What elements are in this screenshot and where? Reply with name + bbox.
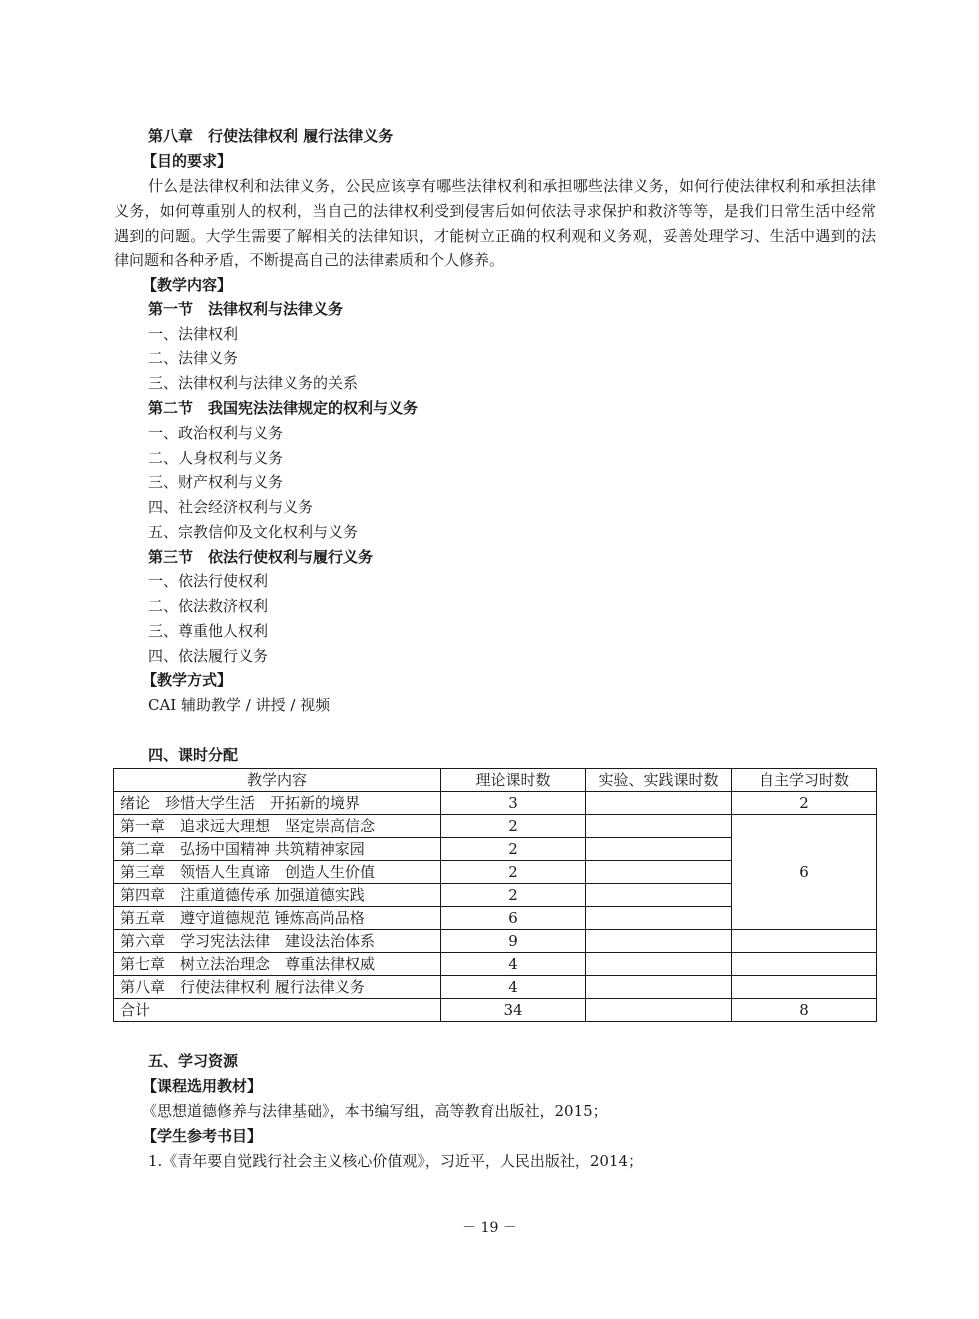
table-row [114,815,877,838]
row-content: 第五章 遵守道德规范 锤炼高尚品格 [114,907,441,930]
section-2-item: 二、人身权利与义务 [148,449,284,467]
objective-paragraph: 什么是法律权利和法律义务，公民应该享有哪些法律权利和承担哪些法律义务，如何行使法律权利和承担法律义务，如何尊重别人的权利，当自己的法律权利受到侵害后如何依法寻求保护和救济等等，是我们日常生活中经常遇到的问题。大学生需要了解相关的法律知识，才能树立正确的权利观和义务观，妥善处理学习、生活中遇到的法律问题和各种矛盾，不断提高自己的法律素质和个人修养。 [114,177,876,270]
resources-heading: 五、学习资源 [148,1052,239,1070]
hours-allocation-table [113,768,877,1022]
row-content: 第八章 行使法律权利 履行法律义务 [114,976,441,999]
section-2-item: 三、财产权利与义务 [148,473,284,491]
row-practice [586,838,732,861]
row-content: 第四章 注重道德传承 加强道德实践 [114,884,441,907]
row-content: 第二章 弘扬中国精神 共筑精神家园 [114,838,441,861]
section-1-item: 三、法律权利与法律义务的关系 [148,374,359,392]
table-row [114,792,877,815]
header-content: 教学内容 [114,769,441,792]
allocation-heading: 四、课时分配 [148,746,239,764]
row-self-study [732,953,877,976]
section-1-title: 第一节 法律权利与法律义务 [148,300,344,318]
section-3-item: 三、尊重他人权利 [148,622,269,640]
section-1-item: 二、法律义务 [148,349,239,367]
row-self-study: 2 [732,792,877,815]
table-row [114,976,877,999]
row-theory: 4 [441,976,586,999]
row-theory: 4 [441,953,586,976]
chapter-title: 第八章 行使法律权利 履行法律义务 [148,127,394,145]
row-practice [586,907,732,930]
reference-entry: 1.《青年要自觉践行社会主义核心价值观》，习近平，人民出版社，2014； [148,1152,643,1170]
merged-self-study-cell: 6 [732,815,877,930]
section-2-item: 一、政治权利与义务 [148,424,284,442]
section-2-item: 四、社会经济权利与义务 [148,498,314,516]
section-3-item: 一、依法行使权利 [148,572,269,590]
textbook-heading: 【课程选用教材】 [142,1077,263,1095]
row-content: 第三章 领悟人生真谛 创造人生价值 [114,861,441,884]
section-2-item: 五、宗教信仰及文化权利与义务 [148,523,359,541]
row-theory: 6 [441,907,586,930]
header-theory: 理论课时数 [441,769,586,792]
row-practice [586,999,732,1022]
row-theory: 2 [441,838,586,861]
row-content: 第六章 学习宪法法律 建设法治体系 [114,930,441,953]
row-theory: 34 [441,999,586,1022]
row-theory: 3 [441,792,586,815]
row-self-study [732,930,877,953]
reference-heading: 【学生参考书目】 [142,1127,263,1145]
row-practice [586,861,732,884]
row-practice [586,976,732,999]
row-practice [586,930,732,953]
row-self-study: 8 [732,999,877,1022]
row-theory: 2 [441,815,586,838]
row-theory: 9 [441,930,586,953]
textbook-entry: 《思想道德修养与法律基础》，本书编写组，高等教育出版社，2015； [142,1102,608,1120]
header-practice: 实验、实践课时数 [586,769,732,792]
section-2-title: 第二节 我国宪法法律规定的权利与义务 [148,399,419,417]
objective-heading: 【目的要求】 [142,152,233,170]
row-practice [586,815,732,838]
content-heading: 【教学内容】 [142,276,233,294]
table-total-row [114,999,877,1022]
row-content: 第一章 追求远大理想 坚定崇高信念 [114,815,441,838]
row-practice [586,953,732,976]
row-theory: 2 [441,884,586,907]
row-content: 第七章 树立法治理念 尊重法律权威 [114,953,441,976]
section-3-title: 第三节 依法行使权利与履行义务 [148,548,374,566]
section-1-item: 一、法律权利 [148,325,239,343]
method-heading: 【教学方式】 [142,671,233,689]
table-row [114,930,877,953]
page-number: － 19 － [462,1220,517,1236]
row-self-study [732,976,877,999]
row-practice [586,792,732,815]
method-text: CAI 辅助教学 / 讲授 / 视频 [148,696,331,714]
table-header-row [114,769,877,792]
row-content: 合计 [114,999,441,1022]
table-row [114,953,877,976]
row-theory: 2 [441,861,586,884]
row-content: 绪论 珍惜大学生活 开拓新的境界 [114,792,441,815]
header-self-study: 自主学习时数 [732,769,877,792]
row-practice [586,884,732,907]
section-3-item: 二、依法救济权利 [148,597,269,615]
section-3-item: 四、依法履行义务 [148,647,269,665]
